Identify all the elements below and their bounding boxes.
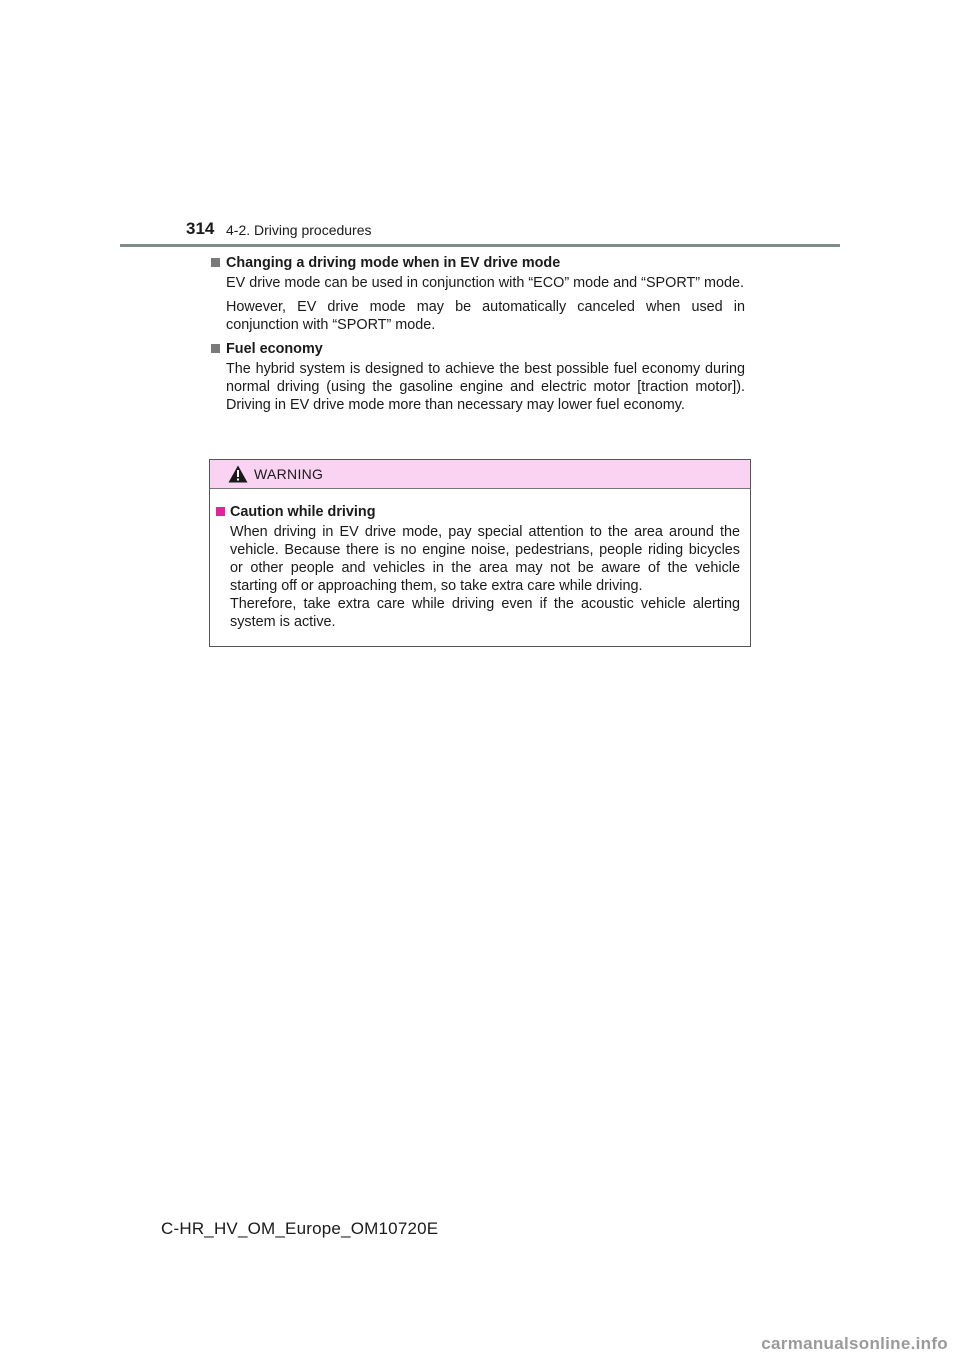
topic-heading — [210, 254, 745, 272]
section-title: 4-2. Driving procedures — [226, 222, 372, 238]
warning-box — [209, 459, 751, 647]
square-bullet-icon — [216, 507, 225, 516]
header-divider — [120, 244, 840, 247]
topic-heading — [210, 340, 745, 358]
warning-heading-text: Caution while driving — [230, 504, 376, 520]
topic-paragraph: However, EV drive mode may be automatically canceled when used in conjunction with “SPORT” mode. — [226, 299, 745, 333]
warning-heading — [214, 503, 740, 521]
topic-fuel-economy — [210, 340, 745, 414]
topic-heading-text: Changing a driving mode when in EV drive mode — [226, 255, 561, 271]
page-number: 314 — [186, 219, 215, 238]
square-bullet-icon — [211, 258, 220, 267]
watermark-text: carmanualsonline.info — [761, 1334, 948, 1353]
warning-header — [210, 460, 750, 489]
document-code: C-HR_HV_OM_Europe_OM10720E — [161, 1219, 439, 1238]
warning-title: WARNING — [254, 466, 324, 482]
warning-triangle-icon — [228, 465, 248, 483]
warning-body — [210, 489, 750, 631]
page-header — [120, 218, 840, 248]
warning-paragraph: Therefore, take extra care while driving even if the acoustic vehicle alerting system is active. — [230, 596, 740, 630]
main-content — [210, 254, 745, 420]
topic-paragraph: The hybrid system is designed to achieve the best possible fuel economy during normal driving (using the gasoline engine and electric motor [traction motor]). Driving in EV drive mode more than necessary may lower fuel economy. — [226, 361, 745, 413]
topic-paragraph: EV drive mode can be used in conjunction with “ECO” mode and “SPORT” mode. — [226, 275, 745, 291]
square-bullet-icon — [211, 344, 220, 353]
topic-ev-mode-change — [210, 254, 745, 334]
topic-heading-text: Fuel economy — [226, 341, 323, 357]
warning-paragraph: When driving in EV drive mode, pay special attention to the area around the vehicle. Because there is no engine noise, pedestrians, people riding bicycles or other people and vehicles in the area may not be aware of the vehicle starting off or approaching them, so take extra care while driving. — [230, 524, 740, 594]
